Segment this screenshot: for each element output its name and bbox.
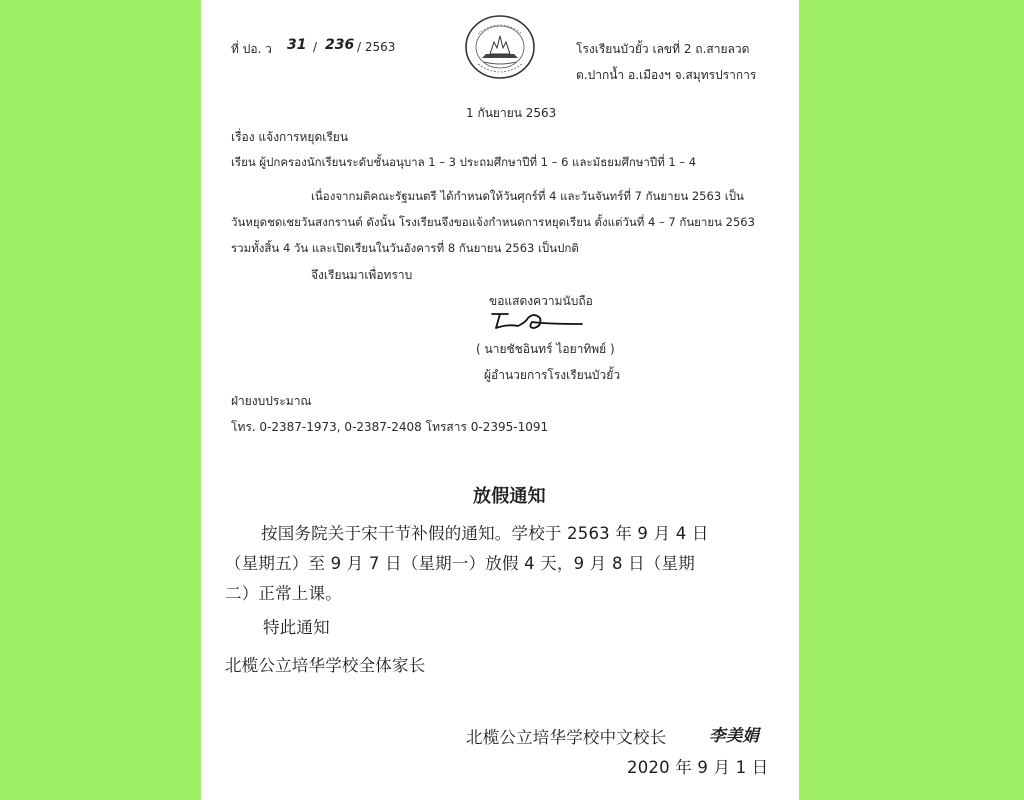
- notice-body-line2: （星期五）至 9 月 7 日（星期一）放假 4 天，9 月 8 日（星期: [225, 554, 695, 573]
- letter-recipient: เรียน ผู้ปกครองนักเรียนระดับชั้นอนุบาล 1 – 3 ประถมศึกษาปีที่ 1 – 6 และมัธยมศึกษาปีที่ 1 – 4: [231, 155, 697, 169]
- notice-body-line1: 按国务院关于宋干节补假的通知。学校于 2563 年 9 月 4 日: [261, 524, 709, 543]
- notice-signature-org: 北榄公立培华学校中文校长: [466, 728, 667, 747]
- department: ฝ่ายงบประมาณ: [231, 394, 312, 408]
- letter-closing: จึงเรียนมาเพื่อทราบ: [311, 268, 413, 282]
- letter-body-line1: เนื่องจากมติคณะรัฐมนตรี ได้กำหนดให้วันศุกร์ที่ 4 และวันจันทร์ที่ 7 กันยายน 2563 เป็น: [311, 189, 744, 203]
- ref-separator: /: [313, 40, 318, 54]
- letter-date: 1 กันยายน 2563: [466, 106, 557, 120]
- ref-number-1: 31: [287, 37, 307, 53]
- notice-addressee: 北榄公立培华学校全体家长: [225, 656, 426, 675]
- school-address-line2: ต.ปากน้ำ อ.เมืองฯ จ.สมุทรปราการ: [576, 68, 757, 82]
- letter-page: [201, 0, 799, 800]
- school-address-line1: โรงเรียนบัวยั้ว เลขที่ 2 ถ.สายลวด: [576, 42, 750, 56]
- notice-date: 2020 年 9 月 1 日: [627, 758, 769, 777]
- notice-special: 特此通知: [263, 618, 330, 637]
- handwritten-signature-icon: [488, 306, 586, 334]
- signer-title: ผู้อำนวยการโรงเรียนบัวยั้ว: [484, 368, 621, 382]
- ref-year: / 2563: [357, 40, 396, 54]
- contact-info: โทร. 0-2387-1973, 0-2387-2408 โทรสาร 0-2395-1091: [231, 420, 549, 434]
- notice-signature-name: 李美娟: [709, 726, 760, 745]
- letter-body-line3: รวมทั้งสิ้น 4 วัน และเปิดเรียนในวันอังคารที่ 8 กันยายน 2563 เป็นปกติ: [231, 241, 579, 255]
- letter-body-line2: วันหยุดชดเชยวันสงกรานต์ ดังนั้น โรงเรียนจึงขอแจ้งกำหนดการหยุดเรียน ตั้งแต่วันที่ 4 – 7 กันยายน 2563: [231, 215, 755, 229]
- signer-name: ( นายชัชอินทร์ ไอยาทิพย์ ): [476, 342, 615, 356]
- letter-subject: เรื่อง แจ้งการหยุดเรียน: [231, 130, 349, 144]
- letter-regards: ขอแสดงความนับถือ: [489, 294, 593, 308]
- notice-body-line3: 二）正常上课。: [225, 584, 342, 603]
- school-seal-icon: [464, 14, 536, 80]
- ref-number-2: 236: [325, 37, 355, 53]
- ref-prefix: ที่ ปอ. ว: [231, 42, 272, 56]
- notice-title: 放假通知: [473, 486, 546, 507]
